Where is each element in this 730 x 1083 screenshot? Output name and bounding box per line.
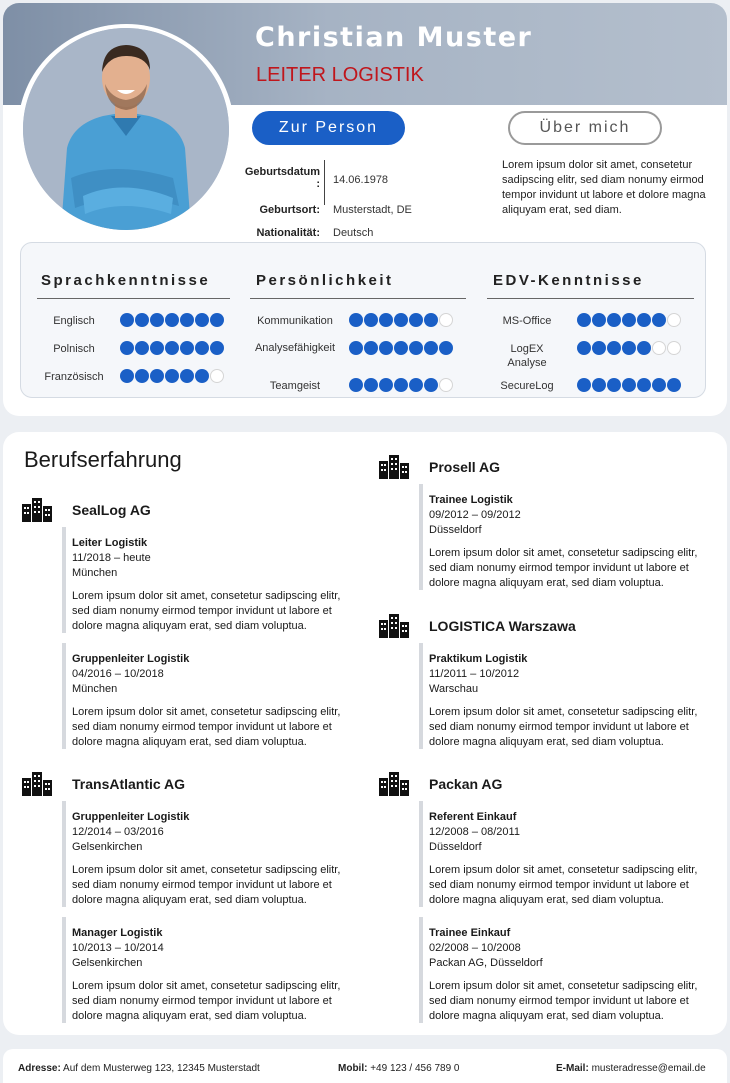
rating-dot-filled [364,313,378,327]
rating-dot-filled [165,341,179,355]
rating-dot-filled [394,378,408,392]
skill-name: Polnisch [53,343,95,355]
skill-rating [577,313,681,327]
rating-dot-filled [195,369,209,383]
profile-photo [18,24,234,234]
personality-heading: Persönlichkeit [256,272,394,289]
edv-divider [487,298,694,299]
rating-dot-filled [424,378,438,392]
skill-rating [577,341,681,355]
building-icon [22,498,52,522]
rating-dot-filled [349,341,363,355]
rating-dot-filled [364,341,378,355]
rating-dot-filled [165,313,179,327]
dob-label: Geburtsdatum : [244,166,320,190]
personality-divider [250,298,466,299]
rating-dot-filled [180,341,194,355]
about-person-button[interactable]: Zur Person [252,111,405,145]
rating-dot-filled [637,341,651,355]
info-divider [324,160,325,205]
rating-dot-filled [607,341,621,355]
timeline-bar [419,484,423,590]
building-icon [379,455,409,479]
rating-dot-filled [120,369,134,383]
footer-address: Adresse: Auf dem Musterweg 123, 12345 Musterstadt [18,1063,260,1074]
rating-dot-filled [364,378,378,392]
job-title: LEITER LOGISTIK [256,64,424,86]
rating-dot-filled [439,341,453,355]
rating-dot-filled [592,378,606,392]
skill-name: SecureLog [500,380,554,392]
job-entry: Manager Logistik 10/2013 – 10/2014 Gelsenkirchen Lorem ipsum dolor sit amet, consetetur sadipscing elitr, sed diam nonumy eirmod tempor invidunt ut labore et dolore magna aliquyam erat, sed diam voluptua. [72,927,341,1022]
dob-value: 14.06.1978 [333,174,389,186]
building-icon [379,614,409,638]
rating-dot-filled [135,369,149,383]
footer-email[interactable]: E-Mail: musteradresse@email.de [556,1063,706,1074]
skill-name: Französisch [44,371,104,383]
skill-rating [120,313,224,327]
rating-dot-empty [667,313,681,327]
rating-dot-filled [135,313,149,327]
job-entry: Leiter Logistik 11/2018 – heute München Lorem ipsum dolor sit amet, consetetur sadipscing elitr, sed diam nonumy eirmod tempor invidunt ut labore et dolore magna aliquyam erat, sed diam voluptua. [72,537,341,632]
rating-dot-filled [120,341,134,355]
timeline-bar [62,801,66,907]
timeline-bar [419,917,423,1023]
rating-dot-filled [424,341,438,355]
rating-dot-filled [607,378,621,392]
rating-dot-filled [135,341,149,355]
about-me-button[interactable]: Über mich [508,111,662,145]
rating-dot-filled [652,378,666,392]
footer-mobile: Mobil: +49 123 / 456 789 0 [338,1063,460,1074]
company-name: Packan AG [429,776,503,792]
rating-dot-filled [349,313,363,327]
skill-name: Teamgeist [269,380,321,392]
company-name: SealLog AG [72,502,151,518]
job-entry: Gruppenleiter Logistik 04/2016 – 10/2018 München Lorem ipsum dolor sit amet, consetetur sadipscing elitr, sed diam nonumy eirmod tempor invidunt ut labore et dolore magna aliquyam erat, sed diam voluptua. [72,653,341,748]
skill-name: Analysefähigkeit [254,342,336,354]
experience-title: Berufserfahrung [24,447,182,472]
rating-dot-filled [409,378,423,392]
company-name: LOGISTICA Warszawa [429,618,576,634]
company-name: Prosell AG [429,459,501,475]
rating-dot-filled [379,341,393,355]
rating-dot-filled [667,378,681,392]
job-entry: Praktikum Logistik 11/2011 – 10/2012 Warschau Lorem ipsum dolor sit amet, consetetur sadipscing elitr, sed diam nonumy eirmod tempor invidunt ut labore et dolore magna aliquyam erat, sed diam voluptua. [429,653,698,748]
timeline-bar [419,801,423,907]
person-portrait-icon [23,28,229,230]
rating-dot-filled [622,313,636,327]
skill-name: LogEX Analyse [507,343,547,369]
rating-dot-filled [195,313,209,327]
timeline-bar [62,527,66,633]
rating-dot-filled [165,369,179,383]
rating-dot-filled [622,378,636,392]
skill-rating [349,378,453,392]
skill-rating [120,341,224,355]
rating-dot-empty [210,369,224,383]
rating-dot-filled [150,313,164,327]
job-entry: Trainee Logistik 09/2012 – 09/2012 Düsseldorf Lorem ipsum dolor sit amet, consetetur sadipscing elitr, sed diam nonumy eirmod tempor invidunt ut labore et dolore magna aliquyam erat, sed diam voluptua. [429,494,698,589]
skill-name: Kommunikation [257,315,333,327]
pob-value: Musterstadt, DE [333,204,412,216]
rating-dot-filled [150,341,164,355]
building-icon [379,772,409,796]
rating-dot-filled [637,378,651,392]
timeline-bar [419,643,423,749]
rating-dot-filled [622,341,636,355]
rating-dot-filled [195,341,209,355]
rating-dot-empty [439,378,453,392]
rating-dot-filled [409,341,423,355]
job-entry: Referent Einkauf 12/2008 – 08/2011 Düsseldorf Lorem ipsum dolor sit amet, consetetur sadipscing elitr, sed diam nonumy eirmod tempor invidunt ut labore et dolore magna aliquyam erat, sed diam voluptua. [429,811,698,906]
rating-dot-empty [439,313,453,327]
rating-dot-empty [652,341,666,355]
skill-name: Englisch [53,315,95,327]
skill-rating [577,378,681,392]
rating-dot-filled [180,313,194,327]
languages-heading: Sprachkenntnisse [41,272,211,289]
skill-rating [120,369,224,383]
rating-dot-filled [349,378,363,392]
pob-label: Geburtsort: [259,204,320,216]
timeline-bar [62,917,66,1023]
rating-dot-filled [210,341,224,355]
rating-dot-filled [409,313,423,327]
rating-dot-empty [667,341,681,355]
skill-rating [349,313,453,327]
languages-divider [37,298,230,299]
job-entry: Trainee Einkauf 02/2008 – 10/2008 Packan AG, Düsseldorf Lorem ipsum dolor sit amet, consetetur sadipscing elitr, sed diam nonumy eirmod tempor invidunt ut labore et dolore magna aliquyam erat, sed diam voluptua. [429,927,698,1022]
rating-dot-filled [210,313,224,327]
rating-dot-filled [607,313,621,327]
timeline-bar [62,643,66,749]
nationality-label: Nationalität: [256,227,320,239]
rating-dot-filled [592,313,606,327]
rating-dot-filled [379,313,393,327]
company-name: TransAtlantic AG [72,776,186,792]
about-text: Lorem ipsum dolor sit amet, consetetur sadipscing elitr, sed diam nonumy eirmod tempor invidunt ut labore et dolore magna aliquyam erat, sed diam. [502,159,706,216]
rating-dot-filled [424,313,438,327]
edv-heading: EDV-Kenntnisse [493,272,644,289]
rating-dot-filled [150,369,164,383]
job-entry: Gruppenleiter Logistik 12/2014 – 03/2016 Gelsenkirchen Lorem ipsum dolor sit amet, consetetur sadipscing elitr, sed diam nonumy eirmod tempor invidunt ut labore et dolore magna aliquyam erat, sed diam voluptua. [72,811,341,906]
rating-dot-filled [577,378,591,392]
rating-dot-filled [592,341,606,355]
rating-dot-filled [379,378,393,392]
skill-name: MS-Office [502,315,552,327]
rating-dot-filled [637,313,651,327]
rating-dot-filled [394,313,408,327]
skill-rating [349,341,453,355]
rating-dot-filled [394,341,408,355]
rating-dot-filled [180,369,194,383]
rating-dot-filled [652,313,666,327]
building-icon [22,772,52,796]
nationality-value: Deutsch [333,227,374,239]
rating-dot-filled [120,313,134,327]
person-name: Christian Muster [255,22,533,53]
rating-dot-filled [577,313,591,327]
rating-dot-filled [577,341,591,355]
